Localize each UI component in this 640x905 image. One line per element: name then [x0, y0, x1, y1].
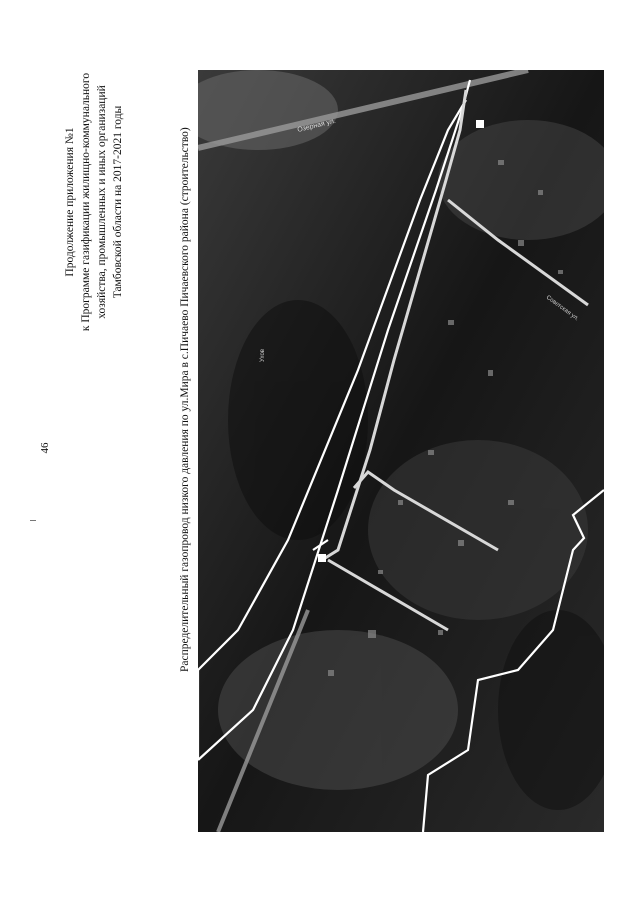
street-label-right: Советская ул. — [544, 294, 580, 323]
page-number: 46 — [39, 442, 51, 454]
appendix-line-2: к Программе газификации жилищно-коммунального — [80, 72, 92, 332]
appendix-header — [62, 52, 126, 352]
street-label-top: Озерная ул. — [296, 117, 337, 134]
appendix-line-4: Тамбовской области на 2017-2021 годы — [112, 105, 124, 299]
appendix-line-1: Продолжение приложения №1 — [64, 127, 76, 277]
margin-mark — [30, 520, 36, 521]
street-label-mid: Ухов — [260, 349, 266, 362]
appendix-line-3: хозяйства, промышленных и иных организаций — [96, 85, 108, 319]
map-caption: Распределительный газопровод низкого давления по ул.Мира в с.Пичаево Пичаевского района (строительство) — [179, 127, 191, 672]
satellite-map — [198, 70, 604, 832]
